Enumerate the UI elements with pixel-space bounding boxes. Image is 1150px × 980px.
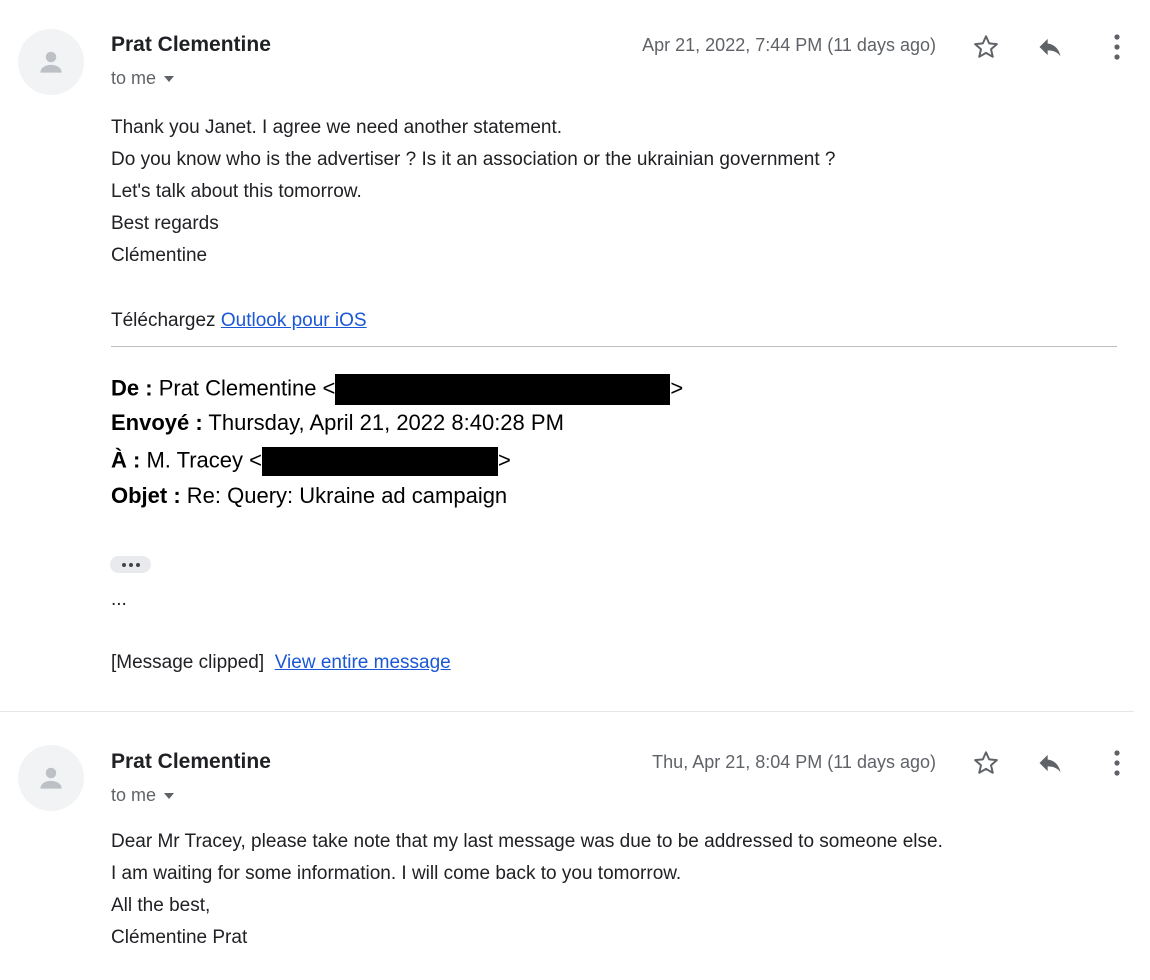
show-trimmed-content-button[interactable] bbox=[110, 556, 151, 573]
sender-name[interactable]: Prat Clementine bbox=[111, 750, 271, 773]
sent-label: Envoyé : bbox=[111, 410, 203, 435]
from-value: Prat Clementine < bbox=[158, 375, 336, 401]
more-vert-icon bbox=[1113, 33, 1121, 61]
outlook-ios-link[interactable]: Outlook pour iOS bbox=[220, 310, 367, 331]
body-line: All the best, bbox=[111, 895, 211, 916]
body-line: Let's talk about this tomorrow. bbox=[111, 181, 362, 202]
sender-name[interactable]: Prat Clementine bbox=[111, 33, 271, 56]
person-icon bbox=[36, 47, 66, 77]
quote-separator bbox=[111, 346, 1117, 347]
dot bbox=[129, 563, 133, 567]
redacted-email bbox=[335, 374, 670, 405]
more-options-button[interactable] bbox=[1097, 27, 1137, 67]
star-button[interactable] bbox=[966, 743, 1006, 783]
body-line: Thank you Janet. I agree we need another statement. bbox=[111, 117, 563, 138]
quoted-to bbox=[111, 447, 511, 476]
star-icon bbox=[972, 33, 1000, 61]
clipped-line bbox=[111, 652, 451, 674]
more-vert-icon bbox=[1113, 749, 1121, 777]
quoted-subject bbox=[111, 483, 507, 509]
message-date[interactable]: Apr 21, 2022, 7:44 PM (11 days ago) bbox=[642, 35, 936, 55]
redacted-email bbox=[262, 447, 498, 476]
reply-icon bbox=[1036, 749, 1064, 777]
body-line: Clémentine bbox=[111, 245, 208, 266]
dot bbox=[122, 563, 126, 567]
body-line: Do you know who is the advertiser ? Is it an association or the ukrainian government ? bbox=[111, 149, 836, 170]
recipient-dropdown[interactable] bbox=[111, 785, 174, 806]
body-line: I am waiting for some information. I will come back to you tomorrow. bbox=[111, 863, 682, 884]
to-header-label: À : bbox=[111, 447, 141, 473]
download-line bbox=[111, 310, 367, 332]
body-line: Best regards bbox=[111, 213, 219, 234]
message-date[interactable]: Thu, Apr 21, 8:04 PM (11 days ago) bbox=[652, 752, 936, 772]
reply-icon bbox=[1036, 33, 1064, 61]
more-options-button[interactable] bbox=[1097, 743, 1137, 783]
sender-avatar[interactable] bbox=[18, 29, 84, 95]
quoted-sent bbox=[111, 410, 564, 436]
to-label: to me bbox=[111, 68, 157, 88]
body-line: Dear Mr Tracey, please take note that my last message was due to be addressed to someone else. bbox=[111, 831, 943, 852]
reply-button[interactable] bbox=[1030, 743, 1070, 783]
body-line: Clémentine Prat bbox=[111, 927, 248, 948]
caret-down-icon bbox=[164, 76, 174, 82]
dot bbox=[136, 563, 140, 567]
reply-button[interactable] bbox=[1030, 27, 1070, 67]
sent-value: Thursday, April 21, 2022 8:40:28 PM bbox=[208, 410, 564, 435]
from-close: > bbox=[670, 375, 684, 401]
download-prefix: Téléchargez bbox=[111, 310, 216, 331]
sender-avatar[interactable] bbox=[18, 745, 84, 811]
person-icon bbox=[36, 763, 66, 793]
ellipsis-text: ... bbox=[111, 589, 127, 610]
recipient-dropdown[interactable] bbox=[111, 68, 174, 89]
subject-label: Objet : bbox=[111, 483, 181, 508]
from-label: De : bbox=[111, 375, 153, 401]
to-close: > bbox=[498, 447, 511, 473]
star-button[interactable] bbox=[966, 27, 1006, 67]
message-divider bbox=[0, 711, 1134, 712]
to-label: to me bbox=[111, 785, 157, 805]
view-entire-message-link[interactable]: View entire message bbox=[274, 652, 451, 673]
message-clipped-text: [Message clipped] bbox=[111, 652, 265, 673]
caret-down-icon bbox=[164, 793, 174, 799]
star-icon bbox=[972, 749, 1000, 777]
subject-value: Re: Query: Ukraine ad campaign bbox=[186, 483, 508, 508]
quoted-from bbox=[111, 374, 683, 405]
to-value: M. Tracey < bbox=[146, 447, 262, 473]
